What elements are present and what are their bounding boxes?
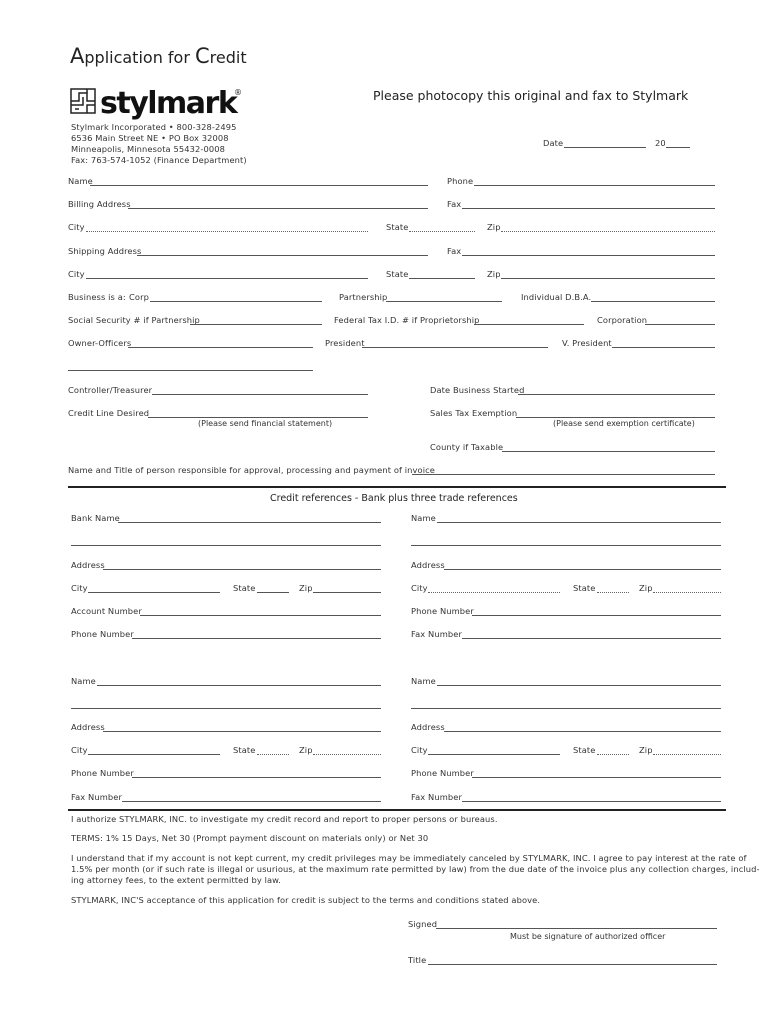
section-divider (68, 809, 726, 811)
trade3-zip-label: Zip (639, 745, 653, 755)
vice-president-label: V. President (562, 338, 612, 348)
trade3-name-label: Name (411, 676, 436, 686)
phone-field[interactable] (474, 174, 715, 186)
business-type-label: Business is a: (68, 292, 126, 302)
individual-dba-label: Individual D.B.A. (521, 292, 592, 302)
trade2-zip-field[interactable] (313, 743, 381, 755)
ssn-field[interactable] (190, 313, 322, 325)
corporation-field[interactable] (645, 313, 715, 325)
bank-zip-field[interactable] (313, 581, 381, 593)
president-label: President (325, 338, 365, 348)
federal-tax-label: Federal Tax I.D. # if Proprietorship (334, 315, 480, 325)
trade2-zip-label: Zip (299, 745, 313, 755)
billing-address-field[interactable] (128, 197, 428, 209)
trade3-fax-label: Fax Number (411, 792, 462, 802)
zip-label: Zip (487, 222, 501, 232)
company-line: Minneapolis, Minnesota 55432-0008 (71, 144, 225, 154)
city-label: City (68, 222, 85, 232)
owner-officers-field[interactable] (128, 336, 313, 348)
trade1-phone-field[interactable] (472, 604, 721, 616)
agreement-line: 1.5% per month (or if such rate is illegal or usurious, at the maximum rate permitted by law) from the due date of the invoice plus any collection charges, includ- (71, 864, 760, 874)
sales-tax-field[interactable] (516, 406, 715, 418)
ssn-label: Social Security # if Partnership (68, 315, 200, 325)
state-field[interactable] (409, 220, 475, 232)
billing-address-label: Billing Address (68, 199, 131, 209)
trade1-city-field[interactable] (428, 581, 560, 593)
bank-account-field[interactable] (140, 604, 381, 616)
signed-label: Signed (408, 919, 438, 929)
logo-wordmark: stylmark (100, 86, 237, 120)
trade3-name-extra-field[interactable] (411, 697, 721, 709)
trade2-city-label: City (71, 745, 88, 755)
registered-mark: ® (234, 88, 242, 97)
trade2-city-field[interactable] (88, 743, 220, 755)
fax-label: Fax (447, 199, 462, 209)
bank-phone-label: Phone Number (71, 629, 134, 639)
date-field[interactable] (564, 136, 646, 148)
shipping-fax-field[interactable] (462, 244, 715, 256)
agreement-paragraph (71, 853, 760, 886)
company-line: Stylmark Incorporated • 800-328-2495 (71, 122, 237, 132)
trade2-name-field[interactable] (97, 674, 381, 686)
stylmark-logo (70, 86, 250, 120)
logo-mark-icon (71, 89, 95, 113)
bank-zip-label: Zip (299, 583, 313, 593)
trade1-name-label: Name (411, 513, 436, 523)
controller-field[interactable] (152, 383, 368, 395)
trade2-name-extra-field[interactable] (71, 697, 381, 709)
agreement-line: ing attorney fees, to the extent permitted by law. (71, 875, 282, 885)
trade3-fax-field[interactable] (462, 790, 721, 802)
credit-line-field[interactable] (148, 406, 368, 418)
trade1-state-field[interactable] (597, 581, 629, 593)
authorize-statement: I authorize STYLMARK, INC. to investigate my credit record and report to proper persons or bureaus. (71, 814, 498, 824)
bank-city-field[interactable] (88, 581, 220, 593)
company-line: 6536 Main Street NE • PO Box 32008 (71, 133, 229, 143)
company-address-block (71, 122, 247, 166)
bank-address-field[interactable] (103, 558, 381, 570)
county-field[interactable] (502, 440, 715, 452)
signature-note: Must be signature of authorized officer (510, 932, 666, 941)
section-divider (68, 486, 726, 488)
trade3-city-label: City (411, 745, 428, 755)
company-line: Fax: 763-574-1052 (Finance Department) (71, 155, 247, 165)
trade1-city-label: City (411, 583, 428, 593)
date-business-started-label: Date Business Started (430, 385, 525, 395)
financial-statement-note: (Please send financial statement) (198, 419, 333, 428)
federal-tax-field[interactable] (474, 313, 584, 325)
trade1-fax-field[interactable] (462, 627, 721, 639)
shipping-fax-label: Fax (447, 246, 462, 256)
fax-field[interactable] (462, 197, 715, 209)
name-label: Name (68, 176, 93, 186)
shipping-address-field[interactable] (137, 244, 428, 256)
shipping-state-label: State (386, 269, 409, 279)
zip-field[interactable] (501, 220, 715, 232)
trade1-zip-field[interactable] (653, 581, 721, 593)
trade2-name-label: Name (71, 676, 96, 686)
title-field[interactable] (428, 953, 717, 965)
trade1-phone-label: Phone Number (411, 606, 474, 616)
trade3-zip-field[interactable] (653, 743, 721, 755)
trade1-address-label: Address (411, 560, 445, 570)
trade2-state-field[interactable] (257, 743, 289, 755)
trade1-fax-label: Fax Number (411, 629, 462, 639)
trade3-phone-label: Phone Number (411, 768, 474, 778)
references-heading: Credit references - Bank plus three trade references (270, 493, 518, 504)
shipping-state-field[interactable] (409, 267, 475, 279)
partnership-field[interactable] (386, 290, 502, 302)
trade1-name-field[interactable] (437, 511, 721, 523)
form-title: Application for Credit (70, 44, 247, 68)
shipping-zip-field[interactable] (501, 267, 715, 279)
county-label: County if Taxable (430, 442, 504, 452)
shipping-address-label: Shipping Address (68, 246, 142, 256)
trade3-city-field[interactable] (428, 743, 560, 755)
terms-statement: TERMS: 1% 15 Days, Net 30 (Prompt payment discount on materials only) or Net 30 (71, 833, 429, 843)
shipping-zip-label: Zip (487, 269, 501, 279)
trade2-address-field[interactable] (103, 720, 381, 732)
state-label: State (386, 222, 409, 232)
bank-state-field[interactable] (257, 581, 289, 593)
trade3-address-label: Address (411, 722, 445, 732)
responsible-person-label: Name and Title of person responsible for approval, processing and payment of invoice (68, 465, 435, 475)
trade1-name-extra-field[interactable] (411, 534, 721, 546)
trade3-address-field[interactable] (444, 720, 721, 732)
bank-city-label: City (71, 583, 88, 593)
trade2-state-label: State (233, 745, 256, 755)
trade2-phone-field[interactable] (132, 766, 381, 778)
corp-label: Corp (129, 292, 149, 302)
date-label: Date (543, 138, 564, 148)
phone-label: Phone (447, 176, 474, 186)
trade2-fax-label: Fax Number (71, 792, 122, 802)
year-field[interactable] (666, 136, 690, 148)
corp-field[interactable] (150, 290, 322, 302)
trade1-address-field[interactable] (444, 558, 721, 570)
trade3-name-field[interactable] (437, 674, 721, 686)
individual-dba-field[interactable] (591, 290, 715, 302)
bank-phone-field[interactable] (132, 627, 381, 639)
trade1-zip-label: Zip (639, 583, 653, 593)
corporation-label: Corporation (597, 315, 648, 325)
trade2-fax-field[interactable] (122, 790, 381, 802)
bank-address-label: Address (71, 560, 105, 570)
name-field[interactable] (90, 174, 428, 186)
city-field[interactable] (86, 220, 368, 232)
trade2-address-label: Address (71, 722, 105, 732)
date-business-started-field[interactable] (518, 383, 715, 395)
bank-state-label: State (233, 583, 256, 593)
credit-line-label: Credit Line Desired (68, 408, 150, 418)
fax-instruction: Please photocopy this original and fax to Stylmark (373, 88, 689, 103)
vice-president-field[interactable] (612, 336, 715, 348)
sales-tax-label: Sales Tax Exemption (430, 408, 518, 418)
president-field[interactable] (362, 336, 548, 348)
year-label: 20 (655, 138, 666, 148)
partnership-label: Partnership (339, 292, 388, 302)
controller-label: Controller/Treasurer (68, 385, 153, 395)
bank-name-extra-field[interactable] (71, 534, 381, 546)
trade3-phone-field[interactable] (472, 766, 721, 778)
trade1-state-label: State (573, 583, 596, 593)
signature-field[interactable] (436, 917, 717, 929)
trade3-state-field[interactable] (597, 743, 629, 755)
exemption-certificate-note: (Please send exemption certificate) (553, 419, 695, 428)
trade2-phone-label: Phone Number (71, 768, 134, 778)
acceptance-statement: STYLMARK, INC'S acceptance of this application for credit is subject to the terms and conditions stated above. (71, 895, 541, 905)
owner-officers-extra-field[interactable] (68, 359, 313, 371)
bank-account-label: Account Number (71, 606, 142, 616)
responsible-person-field[interactable] (412, 463, 715, 475)
bank-name-label: Bank Name (71, 513, 120, 523)
shipping-city-label: City (68, 269, 85, 279)
title-label: Title (408, 955, 427, 965)
bank-name-field[interactable] (118, 511, 381, 523)
shipping-city-field[interactable] (86, 267, 368, 279)
agreement-line: I understand that if my account is not kept current, my credit privileges may be immediately canceled by STYLMARK, INC. I agree to pay interest at the rate of (71, 853, 747, 863)
trade3-state-label: State (573, 745, 596, 755)
owner-officers-label: Owner-Officers (68, 338, 132, 348)
